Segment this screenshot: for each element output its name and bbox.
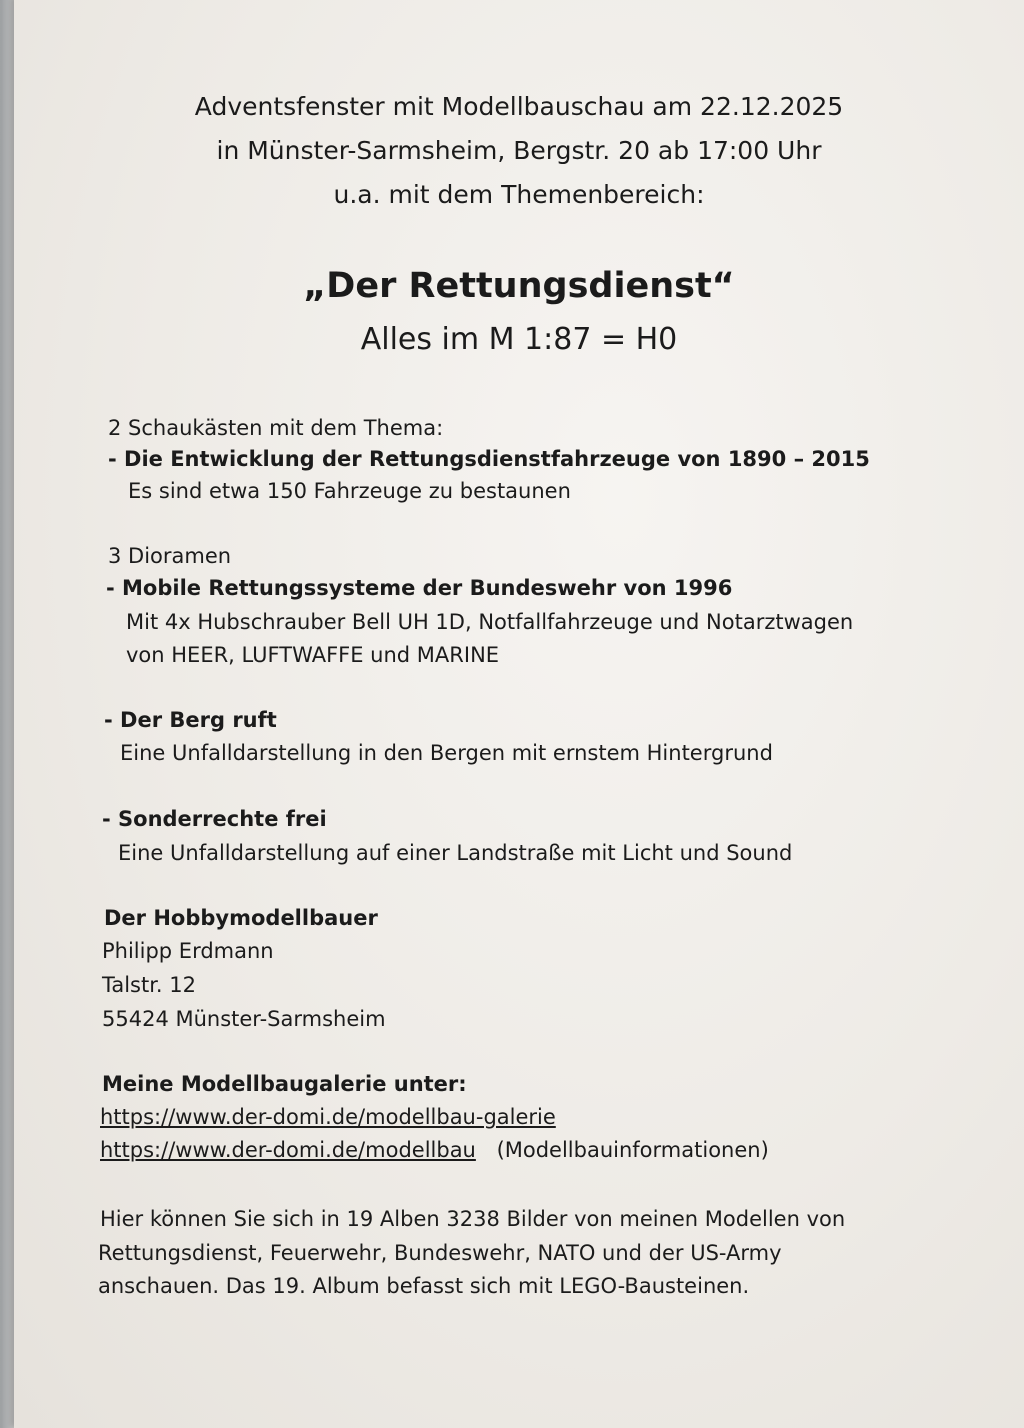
gallery-heading: Meine Modellbaugalerie unter: xyxy=(102,1072,467,1096)
section1-intro: 2 Schaukästen mit dem Thema: xyxy=(108,416,444,440)
footer-line-3: anschauen. Das 19. Album befasst sich mit LEGO-Bausteinen. xyxy=(98,1274,750,1298)
contact-name: Philipp Erdmann xyxy=(102,939,274,963)
diorama1-line-1: Mit 4x Hubschrauber Bell UH 1D, Notfallfahrzeuge und Notarztwagen xyxy=(126,610,854,634)
footer-line-1: Hier können Sie sich in 19 Alben 3238 Bilder von meinen Modellen von xyxy=(100,1207,846,1231)
diorama2-heading: - Der Berg ruft xyxy=(104,708,277,732)
diorama3-heading: - Sonderrechte frei xyxy=(102,807,327,831)
gallery-link[interactable]: https://www.der-domi.de/modellbau-galerie xyxy=(100,1105,556,1129)
diorama3-text: Eine Unfalldarstellung auf einer Landstraße mit Licht und Sound xyxy=(118,841,793,865)
diorama1-line-2: von HEER, LUFTWAFFE und MARINE xyxy=(126,643,500,667)
info-link-note: (Modellbauinformationen) xyxy=(496,1138,769,1162)
section1-text: Es sind etwa 150 Fahrzeuge zu bestaunen xyxy=(128,479,571,503)
contact-city: 55424 Münster-Sarmsheim xyxy=(102,1007,386,1031)
footer-line-2: Rettungsdienst, Feuerwehr, Bundeswehr, NATO und der US-Army xyxy=(98,1241,782,1265)
flyer-title: „Der Rettungsdienst“ xyxy=(303,266,735,306)
section1-heading: - Die Entwicklung der Rettungsdienstfahrzeuge von 1890 – 2015 xyxy=(108,447,870,471)
contact-street: Talstr. 12 xyxy=(102,973,197,997)
info-link-row xyxy=(100,1138,769,1162)
event-header-line-1: Adventsfenster mit Modellbauschau am 22.12.2025 xyxy=(194,92,844,121)
diorama2-text: Eine Unfalldarstellung in den Bergen mit ernstem Hintergrund xyxy=(120,741,773,765)
flyer-subtitle: Alles im M 1:87 = H0 xyxy=(360,322,678,357)
section2-intro: 3 Dioramen xyxy=(108,544,232,568)
flyer-paper xyxy=(14,0,1024,1428)
event-header-line-2: in Münster-Sarmsheim, Bergstr. 20 ab 17:00 Uhr xyxy=(216,136,822,165)
info-link[interactable]: https://www.der-domi.de/modellbau xyxy=(100,1138,476,1162)
diorama1-heading: - Mobile Rettungssysteme der Bundeswehr von 1996 xyxy=(106,576,733,600)
contact-heading: Der Hobbymodellbauer xyxy=(104,906,378,930)
event-header-line-3: u.a. mit dem Themenbereich: xyxy=(333,180,705,209)
